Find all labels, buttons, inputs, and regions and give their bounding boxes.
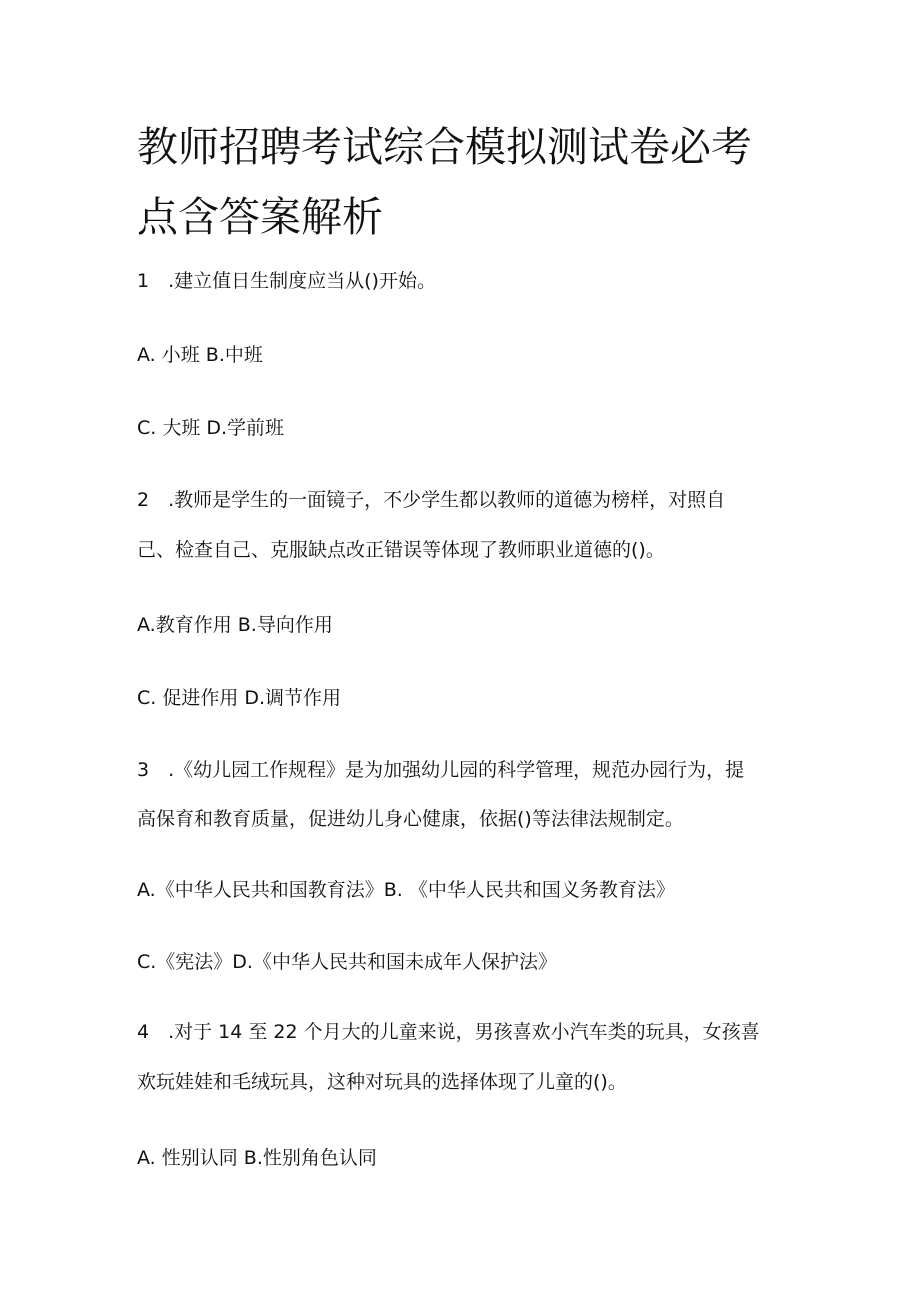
document-title-line-1: 教师招聘考试综合模拟测试卷必考 [137, 123, 752, 171]
question-2-stem-line-1: 2 .教师是学生的一面镜子，不少学生都以教师的道德为榜样，对照自 [137, 489, 726, 511]
question-3-stem-line-1: 3 .《幼儿园工作规程》是为加强幼儿园的科学管理，规范办园行为，提 [137, 759, 745, 781]
question-2-stem-line-2: 己、检查自己、克服缺点改正错误等体现了教师职业道德的()。 [137, 539, 665, 561]
question-1-option-line-1: A. 小班 B.中班 [137, 344, 263, 366]
document-title-line-2: 点含答案解析 [137, 193, 383, 241]
question-1-stem-line-1: 1 .建立值日生制度应当从()开始。 [137, 270, 436, 292]
question-3-option-line-1: A.《中华人民共和国教育法》B. 《中华人民共和国义务教育法》 [137, 879, 675, 901]
question-3-stem-line-2: 高保育和教育质量，促进幼儿身心健康，依据()等法律法规制定。 [137, 808, 684, 830]
question-3-option-line-2: C.《宪法》D.《中华人民共和国未成年人保护法》 [137, 951, 557, 973]
question-4-stem-line-2: 欢玩娃娃和毛绒玩具，这种对玩具的选择体现了儿童的()。 [137, 1071, 627, 1093]
question-4-stem-line-1: 4 .对于 14 至 22 个月大的儿童来说，男孩喜欢小汽车类的玩具，女孩喜 [137, 1021, 760, 1043]
question-4-option-line-1: A. 性别认同 B.性别角色认同 [137, 1147, 377, 1169]
question-2-option-line-1: A.教育作用 B.导向作用 [137, 614, 333, 636]
question-2-option-line-2: C. 促进作用 D.调节作用 [137, 687, 342, 709]
question-1-option-line-2: C. 大班 D.学前班 [137, 417, 285, 439]
